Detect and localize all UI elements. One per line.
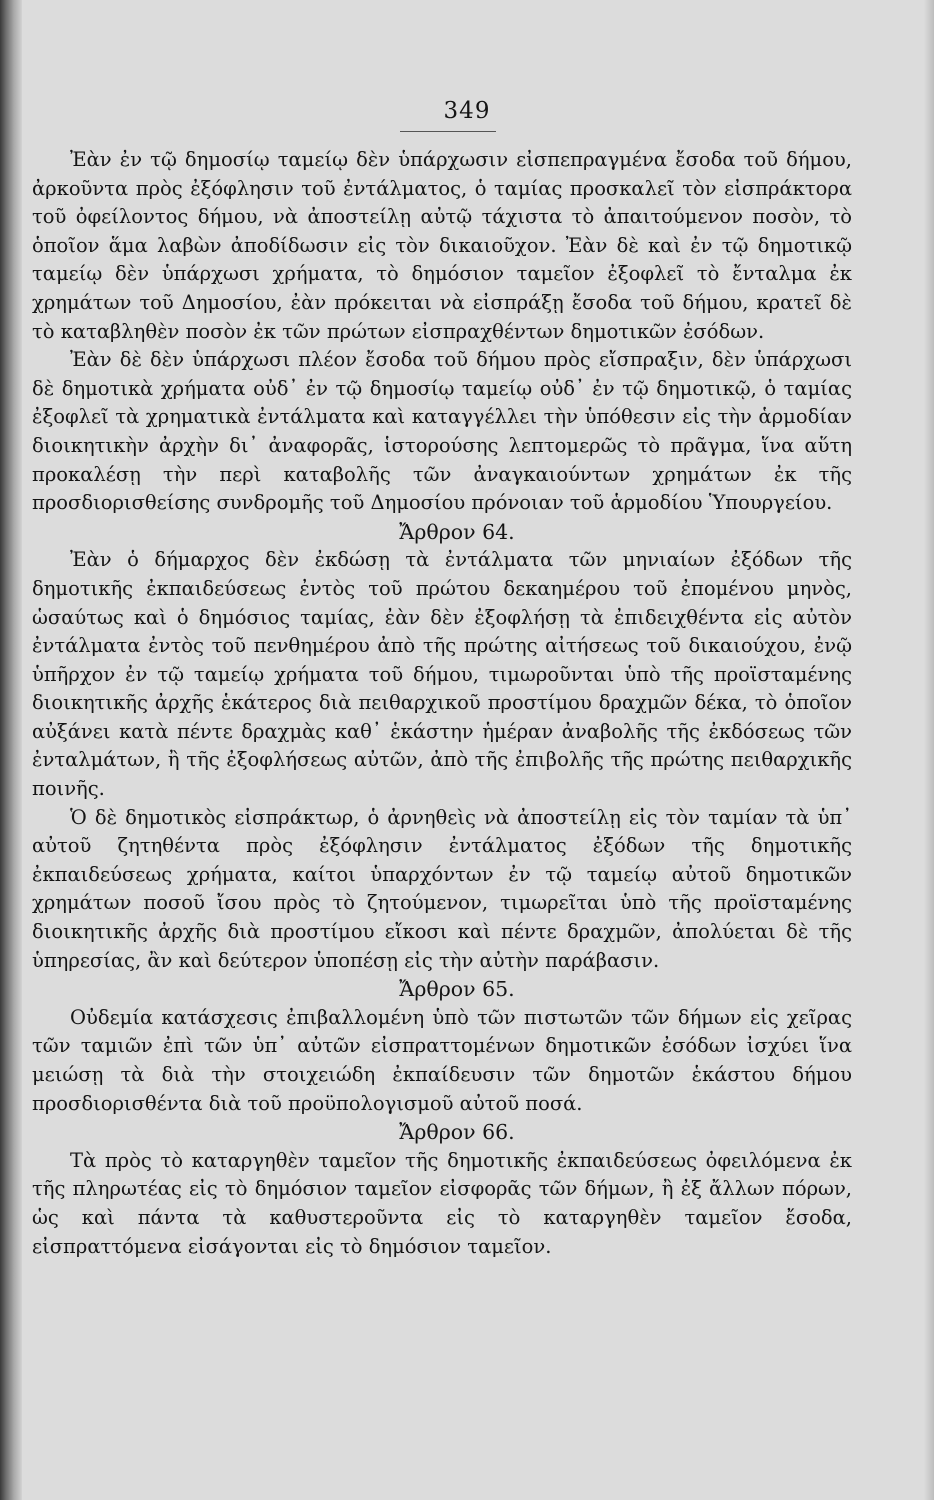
paragraph: Τὰ πρὸς τὸ καταργηθὲν ταμεῖον τῆς δημοτικῆς ἐκπαιδεύσεως ὀφειλόμενα ἐκ τῆς πληρωτέας εἰς τὸ δημόσιον ταμεῖον εἰσφορᾶς τῶν δήμων, ἢ ἐξ ἄλλων πόρων, ὡς καὶ πάντα τὰ καθυστεροῦντα εἰς τὸ καταργηθὲν ταμεῖον ἔσοδα, εἰσπραττόμενα εἰσάγονται εἰς τὸ δημόσιον ταμεῖον. (32, 1148, 852, 1258)
paragraph: Οὐδεμία κατάσχεσις ἐπιβαλλομένη ὑπὸ τῶν πιστωτῶν τῶν δήμων εἰς χεῖρας τῶν ταμιῶν ἐπὶ τῶν ὑπ᾽ αὐτῶν εἰσπραττομένων δημοτικῶν ἐσόδων ἰσχύει ἵνα μειώσῃ τὰ διὰ τὴν στοιχειώδη ἐκπαίδευσιν τῶν δημοτῶν ἑκάστου δήμου προσδιορισθέντα διὰ τοῦ προϋπολογισμοῦ αὐτοῦ ποσά. (32, 1005, 852, 1115)
paragraph: Ἐὰν ἐν τῷ δημοσίῳ ταμείῳ δὲν ὑπάρχωσιν εἰσπεπραγμένα ἔσοδα τοῦ δήμου, ἀρκοῦντα πρὸς ἐξόφλησιν τοῦ ἐντάλματος, ὁ ταμίας προσκαλεῖ τὸν εἰσπράκτορα τοῦ ὀφείλοντος δήμου, νὰ ἀποστείλῃ αὐτῷ τάχιστα τὸ ἀπαιτούμενον ποσὸν, τὸ ὁποῖον ἅμα λαβὼν ἀποδίδωσιν εἰς τὸν δικαιοῦχον. Ἐὰν δὲ καὶ ἐν τῷ δημοτικῷ ταμείῳ δὲν ὑπάρχωσι χρήματα, τὸ δημόσιον ταμεῖον ἐξοφλεῖ τὸ ἔνταλμα ἐκ χρημάτων τοῦ Δημοσίου, ἐὰν πρόκειται νὰ εἰσπράξῃ ἔσοδα τοῦ δήμου, κρατεῖ δὲ τὸ καταβληθὲν ποσὸν ἐκ τῶν πρώτων εἰσπραχθέντων δημοτικῶν ἐσόδων. (32, 148, 852, 343)
paragraph: Ὁ δὲ δημοτικὸς εἰσπράκτωρ, ὁ ἀρνηθεὶς νὰ ἀποστείλῃ εἰς τὸν ταμίαν τὰ ὑπ᾽ αὐτοῦ ζητηθέντα πρὸς ἐξόφλησιν ἐντάλματος ἐξόδων τῆς δημοτικῆς ἐκπαιδεύσεως χρήματα, καίτοι ὑπαρχόντων ἐν τῷ ταμείῳ αὐτοῦ δημοτικῶν χρημάτων ποσοῦ ἴσου πρὸς τὸ ζητούμενον, τιμωρεῖται ὑπὸ τῆς προϊσταμένης διοικητικῆς ἀρχῆς διὰ προστίμου εἴκοσι καὶ πέντε δραχμῶν, ἀπολύεται δὲ τῆς ὑπηρεσίας, ἂν καὶ δεύτερον ὑποπέσῃ εἰς τὴν αὐτὴν παράβασιν. (32, 805, 852, 972)
article-heading: Ἄρθρον 64. (399, 519, 515, 544)
page-body (32, 146, 852, 1261)
paragraph: Ἐὰν ὁ δήμαρχος δὲν ἐκδώσῃ τὰ ἐντάλματα τῶν μηνιαίων ἐξόδων τῆς δημοτικῆς ἐκπαιδεύσεως ἐντὸς τοῦ πρώτου δεκαημέρου τοῦ ἐπομένου μηνὸς, ὡσαύτως καὶ ὁ δημόσιος ταμίας, ἐὰν δὲν ἐξοφλήσῃ τὰ ἐπιδειχθέντα εἰς αὐτὸν ἐντάλματα ἐντὸς τοῦ πενθημέρου ἀπὸ τῆς πρώτης αἰτήσεως τοῦ δικαιούχου, ἐνῷ ὑπῆρχον ἐν τῷ ταμείῳ χρήματα τοῦ δήμου, τιμωροῦνται ὑπὸ τῆς προϊσταμένης διοικητικῆς ἀρχῆς ἑκάτερος διὰ πειθαρχικοῦ προστίμου δραχμῶν δέκα, τὸ ὁποῖον αὐξάνει κατὰ πέντε δραχμὰς καθ᾽ ἑκάστην ἡμέραν ἀναβολῆς τῆς ἐκδόσεως τῶν ἐνταλμάτων, ἢ τῆς ἐξοφλήσεως αὐτῶν, ἀπὸ τῆς ἐπιβολῆς τῆς πρώτης πειθαρχικῆς ποινῆς. (32, 548, 852, 801)
article-heading: Ἄρθρον 65. (399, 977, 515, 1002)
page-number-rule (400, 131, 496, 132)
page-number: 349 (443, 98, 491, 124)
article-heading: Ἄρθρον 66. (399, 1120, 515, 1145)
paragraph: Ἐὰν δὲ δὲν ὑπάρχωσι πλέον ἔσοδα τοῦ δήμου πρὸς εἴσπραξιν, δὲν ὑπάρχωσι δὲ δημοτικὰ χρήματα οὐδ᾽ ἐν τῷ δημοσίῳ ταμείῳ οὐδ᾽ ἐν τῷ δημοτικῷ, ὁ ταμίας ἐξοφλεῖ τὰ χρηματικὰ ἐντάλματα καὶ καταγγέλλει τὴν ὑπόθεσιν εἰς τὴν ἁρμοδίαν διοικητικὴν ἀρχὴν δι᾽ ἀναφορᾶς, ἱστορούσης λεπτομερῶς τὸ πρᾶγμα, ἵνα αὕτη προκαλέσῃ τὴν περὶ καταβολῆς τῶν ἀναγκαιούντων χρημάτων ἐκ τῆς προσδιορισθείσης συνδρομῆς τοῦ Δημοσίου πρόνοιαν τοῦ ἁρμοδίου Ὑπουργείου. (32, 348, 852, 515)
page-edge (924, 0, 934, 1500)
binding-edge (0, 0, 22, 1500)
